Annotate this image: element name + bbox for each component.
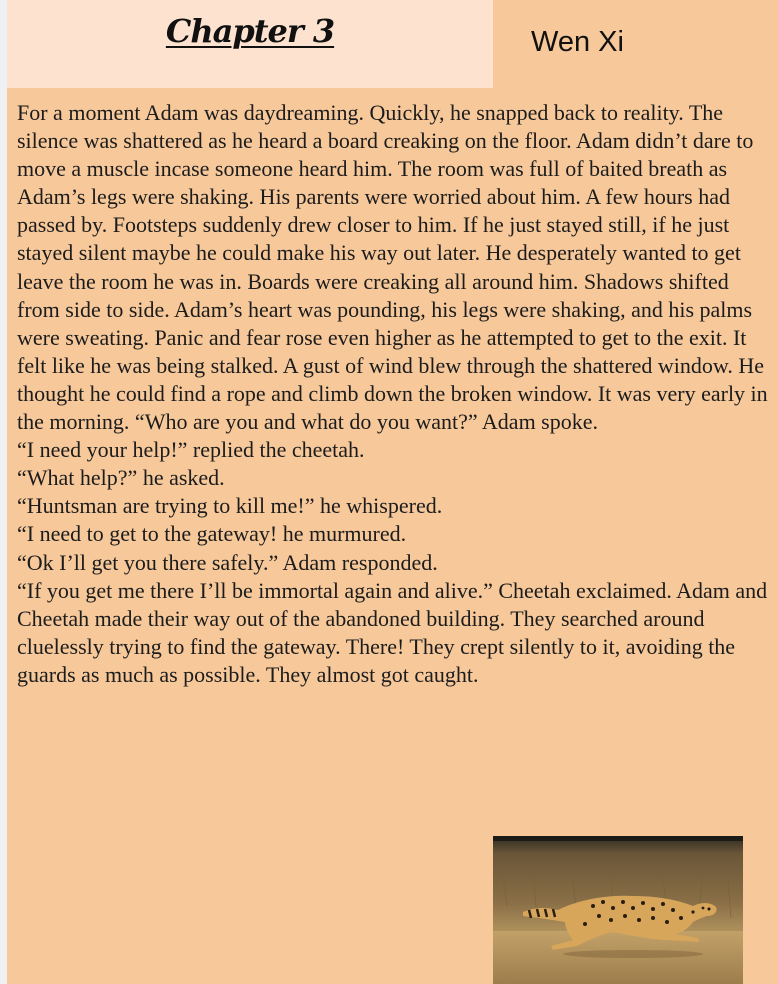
story-paragraph: “Huntsman are trying to kill me!” he whispered. [17,493,443,519]
story-paragraph: “What help?” he asked. [17,465,225,491]
author-name: Wen Xi [531,26,624,58]
chapter-title: Chapter 3 [165,12,335,50]
story-text [17,99,769,689]
chapter-header-box [7,0,493,88]
story-paragraph: For a moment Adam was daydreaming. Quickly, he snapped back to reality. The silence was shattered as he heard a board creaking on the floor. Adam didn’t dare to move a muscle incase someone heard him. The room was full of baited breath as Adam’s legs were shaking. His parents were worried about him. A few hours had passed by. Footsteps suddenly drew closer to him. If he just stayed still, if he just stayed silent maybe he could make his way out later. He desperately wanted to get leave the room he was in. Boards were creaking all around him. Shadows shifted from side to side. Adam’s heart was pounding, his legs were shaking, and his palms were sweating. Panic and fear rose even higher as he attempted to get to the exit. It felt like he was being stalked. A gust of wind blew through the shattered window. He thought he could find a rope and climb down the broken window. It was very early in the morning. “Who are you and what do you want?” Adam spoke. [17,100,768,435]
story-paragraph: “If you get me there I’ll be immortal again and alive.” Cheetah exclaimed. Adam and Cheetah made their way out of the abandoned building. They searched around cluelessly trying to find the gateway. There! They crept silently to it, avoiding the guards as much as possible. They almost got caught. [17,577,768,687]
story-page [7,0,778,984]
running-cheetah-icon [493,836,743,984]
story-paragraph: “I need to get to the gateway! he murmured. [17,521,407,547]
story-paragraph: “I need your help!” replied the cheetah. [17,437,365,463]
story-paragraph: “Ok I’ll get you there safely.” Adam responded. [17,549,438,575]
page-left-edge [0,0,7,984]
cheetah-photo [493,836,743,984]
